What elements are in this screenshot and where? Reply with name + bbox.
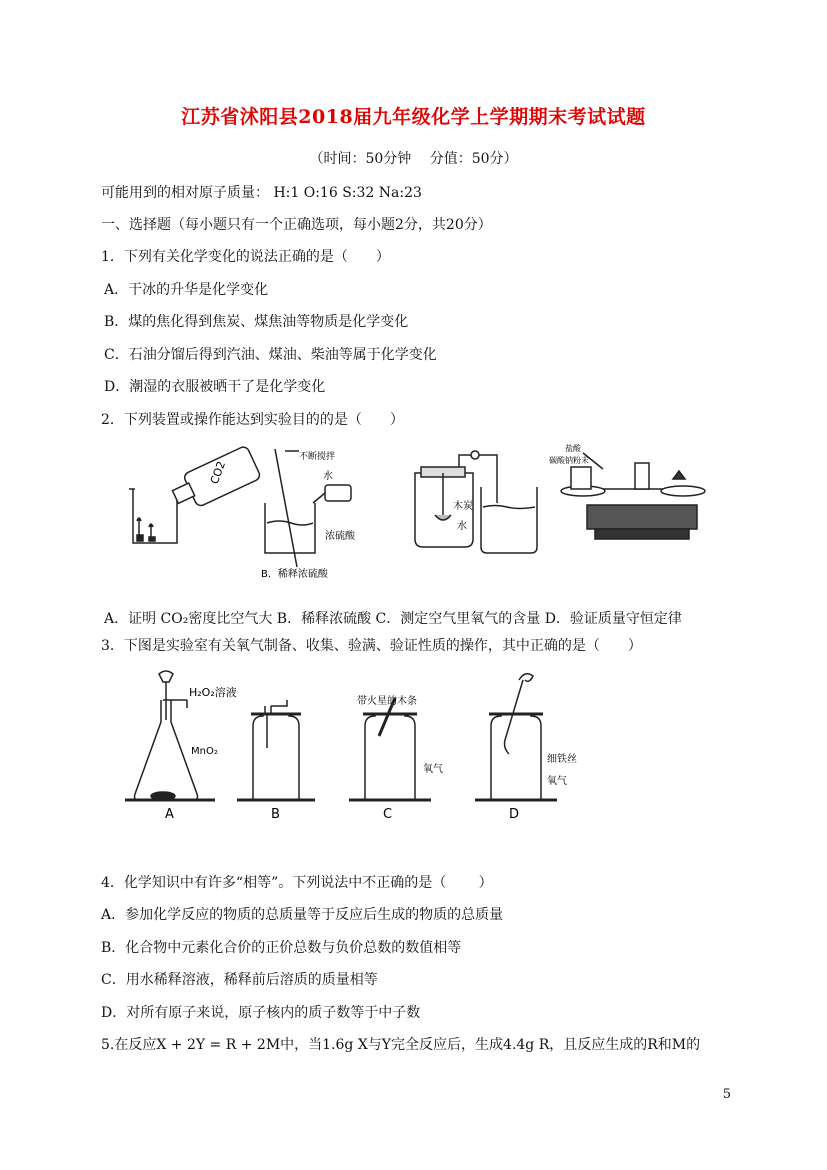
label-carbonate: 碳酸钠粉末 (549, 456, 589, 465)
label-hcl: 盐酸 (565, 444, 581, 453)
q2-stem: 2．下列装置或操作能达到实验目的的是（ ） (101, 412, 404, 428)
exam-info: （时间：50分钟 分值：50分） (309, 151, 518, 167)
figure-b-bottle (237, 700, 315, 800)
q4-option-a: A．参加化学反应的物质的总质量等于反应后生成的物质的总质量 (101, 907, 504, 923)
label-wire: 细铁丝 (547, 754, 577, 765)
q1-option-c: C．石油分馏后得到汽油、煤油、柴油等属于化学变化 (104, 347, 437, 363)
q1-stem: 1．下列有关化学变化的说法正确的是（ ） (101, 249, 390, 265)
figure-d-bottle (475, 674, 557, 800)
q1-option-a: A．干冰的升华是化学变化 (104, 282, 269, 298)
label-splint: 带火星的木条 (357, 696, 417, 707)
q3-figures (125, 670, 595, 830)
q1-option-b: B．煤的焦化得到焦炭、煤焦油等物质是化学变化 (104, 314, 409, 330)
label-stir: 不断搅拌 (299, 452, 336, 462)
page-title: 江苏省沭阳县2018届九年级化学上学期期末考试试题 (181, 106, 646, 128)
figure-b-dilution (265, 449, 351, 567)
figure-a-co2-pour (129, 445, 261, 543)
q2-options: A．证明 CO₂密度比空气大 B．稀释浓硫酸 C．测定空气里氧气的含量 D．验证质量守恒定律 (104, 611, 682, 627)
caption-c: C (383, 807, 393, 822)
page-number: 5 (722, 1087, 731, 1102)
caption-b: B (271, 807, 280, 822)
q3-stem: 3．下图是实验室有关氧气制备、收集、验满、验证性质的操作，其中正确的是（ ） (101, 638, 642, 654)
figure-d-balance (561, 453, 705, 539)
q4-stem: 4．化学知识中有许多“相等”。下列说法中不正确的是（ ） (101, 875, 493, 891)
label-co2: CO2 (207, 459, 229, 486)
label-water: 水 (323, 471, 333, 482)
label-acid: 浓硫酸 (325, 531, 355, 542)
figure-b-caption: B．稀释浓硫酸 (261, 569, 328, 580)
q1-option-d: D．潮湿的衣服被晒干了是化学变化 (104, 379, 326, 395)
figure-c-bottle (349, 698, 431, 800)
label-oxygen-c: 氧气 (423, 764, 443, 775)
q4-option-d: D．对所有原子来说，原子核内的质子数等于中子数 (101, 1005, 421, 1021)
q4-option-b: B．化合物中元素化合价的正价总数与负价总数的数值相等 (101, 940, 462, 956)
label-mno2: MnO₂ (191, 746, 218, 757)
caption-d: D (509, 807, 520, 822)
label-water2: 水 (457, 521, 467, 532)
q4-option-c: C．用水稀释溶液，稀释前后溶质的质量相等 (101, 972, 378, 988)
label-charcoal: 木炭 (453, 501, 473, 512)
q2-figures (125, 443, 725, 583)
label-h2o2: H₂O₂溶液 (189, 686, 237, 699)
label-oxygen-d: 氧气 (547, 776, 567, 787)
figure-c-oxygen-measure (415, 451, 537, 553)
q5-stem: 5.在反应X + 2Y = R + 2M中，当1.6g X与Y完全反应后，生成4.4g R，且反应生成的R和M的 (101, 1037, 701, 1053)
section-heading: 一、选择题（每小题只有一个正确选项，每小题2分，共20分） (101, 217, 492, 233)
atomic-masses: 可能用到的相对原子质量： H:1 O:16 S:32 Na:23 (101, 185, 422, 201)
caption-a: A (165, 807, 174, 822)
